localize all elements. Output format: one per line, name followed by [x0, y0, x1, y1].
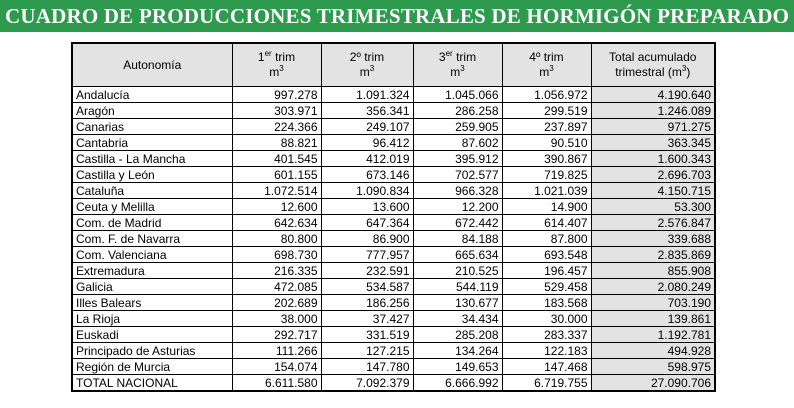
table-row: [72, 247, 715, 263]
cell-q2: 356.341: [321, 103, 413, 119]
table-row: [72, 215, 715, 231]
cell-total: 339.688: [591, 231, 715, 247]
cell-total: 1.246.089: [591, 103, 715, 119]
cell-region: La Rioja: [72, 311, 232, 327]
cell-region: Castilla - La Mancha: [72, 151, 232, 167]
cell-q2: 232.591: [321, 263, 413, 279]
cell-q1: 202.689: [232, 295, 321, 311]
cell-q1: 698.730: [232, 247, 321, 263]
table-row: [72, 135, 715, 151]
table-row: [72, 359, 715, 375]
cell-region: TOTAL NACIONAL: [72, 375, 232, 392]
header-q4-label: 4º trim: [529, 50, 564, 64]
header-q3-sup: er: [445, 49, 453, 58]
cell-q3: 544.119: [413, 279, 502, 295]
cell-q2: 147.780: [321, 359, 413, 375]
header-total-unit-sup: 3: [681, 64, 687, 73]
cell-region: Cataluña: [72, 183, 232, 199]
header-total: [591, 43, 715, 87]
cell-q2: 777.957: [321, 247, 413, 263]
cell-total: 494.928: [591, 343, 715, 359]
header-q1-num: 1: [257, 50, 265, 64]
cell-region: Euskadi: [72, 327, 232, 343]
header-q1-word: trim: [271, 50, 296, 64]
table-row: [72, 103, 715, 119]
header-q1-sup: er: [264, 49, 272, 58]
cell-q1: 12.600: [232, 199, 321, 215]
cell-q1: 111.266: [232, 343, 321, 359]
cell-region: Extremadura: [72, 263, 232, 279]
cell-total: 598.975: [591, 359, 715, 375]
cell-q1: 401.545: [232, 151, 321, 167]
cell-q2: 186.256: [321, 295, 413, 311]
cell-q4: 14.900: [502, 199, 591, 215]
cell-q3: 665.634: [413, 247, 502, 263]
table-row: [72, 311, 715, 327]
header-total-line2: trimestral (m: [615, 65, 682, 79]
cell-q2: 1.090.834: [321, 183, 413, 199]
cell-total: 2.835.869: [591, 247, 715, 263]
cell-total: 27.090.706: [591, 375, 715, 392]
header-total-close: ): [686, 65, 691, 79]
cell-q1: 216.335: [232, 263, 321, 279]
cell-q2: 412.019: [321, 151, 413, 167]
cell-q3: 1.045.066: [413, 87, 502, 103]
cell-q1: 1.072.514: [232, 183, 321, 199]
header-q3-unit: m: [450, 65, 461, 79]
cell-q2: 7.092.379: [321, 375, 413, 392]
cell-total: 53.300: [591, 199, 715, 215]
cell-q4: 147.468: [502, 359, 591, 375]
cell-region: Canarias: [72, 119, 232, 135]
header-total-line1: Total acumulado: [609, 50, 697, 64]
cell-region: Ceuta y Melilla: [72, 199, 232, 215]
cell-q1: 472.085: [232, 279, 321, 295]
cell-q1: 224.366: [232, 119, 321, 135]
table-row: [72, 183, 715, 199]
cell-q1: 154.074: [232, 359, 321, 375]
header-row: [72, 43, 715, 87]
cell-q1: 80.800: [232, 231, 321, 247]
cell-q3: 149.653: [413, 359, 502, 375]
header-region-label: Autonomía: [123, 57, 182, 72]
cell-region: Com. F. de Navarra: [72, 231, 232, 247]
table-row: [72, 279, 715, 295]
cell-total: 139.861: [591, 311, 715, 327]
cell-q2: 127.215: [321, 343, 413, 359]
cell-q2: 673.146: [321, 167, 413, 183]
cell-q4: 693.548: [502, 247, 591, 263]
cell-q2: 1.091.324: [321, 87, 413, 103]
cell-q4: 283.337: [502, 327, 591, 343]
table-row: [72, 263, 715, 279]
cell-q2: 331.519: [321, 327, 413, 343]
header-q3-num: 3: [438, 50, 446, 64]
cell-q3: 286.258: [413, 103, 502, 119]
cell-q1: 292.717: [232, 327, 321, 343]
cell-region: Andalucía: [72, 87, 232, 103]
cell-q1: 642.634: [232, 215, 321, 231]
cell-q3: 6.666.992: [413, 375, 502, 392]
cell-total: 2.576.847: [591, 215, 715, 231]
cell-q4: 6.719.755: [502, 375, 591, 392]
cell-q3: 130.677: [413, 295, 502, 311]
cell-total: 2.080.249: [591, 279, 715, 295]
cell-q4: 237.897: [502, 119, 591, 135]
cell-q1: 6.611.580: [232, 375, 321, 392]
header-q2-label: 2º trim: [349, 50, 385, 64]
cell-q3: 87.602: [413, 135, 502, 151]
cell-q4: 614.407: [502, 215, 591, 231]
table-row: [72, 343, 715, 359]
cell-q4: 1.056.972: [502, 87, 591, 103]
cell-q4: 529.458: [502, 279, 591, 295]
cell-q2: 86.900: [321, 231, 413, 247]
header-q3-unit-sup: 3: [460, 64, 465, 73]
cell-q1: 601.155: [232, 167, 321, 183]
header-q4-unit: m: [539, 65, 550, 79]
cell-q3: 12.200: [413, 199, 502, 215]
header-q2-unit-sup: 3: [369, 64, 375, 73]
total-nacional-row: [72, 375, 715, 392]
cell-q4: 90.510: [502, 135, 591, 151]
table-row: [72, 119, 715, 135]
cell-total: 703.190: [591, 295, 715, 311]
cell-q4: 719.825: [502, 167, 591, 183]
table-title: CUADRO DE PRODUCCIONES TRIMESTRALES DE HORMIGÓN PREPARADO: [0, 0, 794, 32]
cell-q2: 647.364: [321, 215, 413, 231]
cell-q2: 13.600: [321, 199, 413, 215]
cell-q4: 30.000: [502, 311, 591, 327]
cell-q3: 702.577: [413, 167, 502, 183]
header-q1: [232, 43, 321, 87]
header-q4: [502, 43, 591, 87]
cell-q3: 395.912: [413, 151, 502, 167]
cell-q4: 299.519: [502, 103, 591, 119]
cell-q4: 183.568: [502, 295, 591, 311]
header-q2-unit: m: [359, 65, 370, 79]
cell-total: 4.190.640: [591, 87, 715, 103]
cell-total: 971.275: [591, 119, 715, 135]
cell-region: Com. Valenciana: [72, 247, 232, 263]
header-q3-word: trim: [452, 50, 477, 64]
cell-q3: 210.525: [413, 263, 502, 279]
cell-total: 2.696.703: [591, 167, 715, 183]
cell-q3: 84.188: [413, 231, 502, 247]
production-table: [71, 42, 716, 392]
table-row: [72, 295, 715, 311]
cell-region: Cantabria: [72, 135, 232, 151]
header-q1-unit-sup: 3: [279, 64, 284, 73]
cell-total: 4.150.715: [591, 183, 715, 199]
cell-q2: 534.587: [321, 279, 413, 295]
cell-region: Región de Murcia: [72, 359, 232, 375]
cell-q3: 285.208: [413, 327, 502, 343]
cell-region: Castilla y León: [72, 167, 232, 183]
table-row: [72, 87, 715, 103]
table-row: [72, 151, 715, 167]
cell-q1: 303.971: [232, 103, 321, 119]
cell-q4: 390.867: [502, 151, 591, 167]
table-row: [72, 327, 715, 343]
cell-q4: 1.021.039: [502, 183, 591, 199]
table-row: [72, 231, 715, 247]
cell-q1: 88.821: [232, 135, 321, 151]
cell-region: Com. de Madrid: [72, 215, 232, 231]
header-q2: [321, 43, 413, 87]
table-row: [72, 199, 715, 215]
table-body: [72, 87, 715, 392]
cell-total: 855.908: [591, 263, 715, 279]
header-region: [72, 43, 232, 87]
cell-q3: 134.264: [413, 343, 502, 359]
cell-region: Principado de Asturias: [72, 343, 232, 359]
cell-q3: 966.328: [413, 183, 502, 199]
cell-q2: 37.427: [321, 311, 413, 327]
cell-q4: 122.183: [502, 343, 591, 359]
header-q1-unit: m: [269, 65, 280, 79]
cell-q2: 249.107: [321, 119, 413, 135]
cell-region: Galicia: [72, 279, 232, 295]
cell-region: Illes Balears: [72, 295, 232, 311]
cell-total: 1.600.343: [591, 151, 715, 167]
cell-region: Aragón: [72, 103, 232, 119]
cell-total: 1.192.781: [591, 327, 715, 343]
cell-q3: 259.905: [413, 119, 502, 135]
cell-q3: 34.434: [413, 311, 502, 327]
cell-q2: 96.412: [321, 135, 413, 151]
cell-total: 363.345: [591, 135, 715, 151]
cell-q3: 672.442: [413, 215, 502, 231]
cell-q1: 38.000: [232, 311, 321, 327]
table-row: [72, 167, 715, 183]
header-q4-unit-sup: 3: [549, 64, 554, 73]
cell-q4: 196.457: [502, 263, 591, 279]
header-q3: [413, 43, 502, 87]
cell-q1: 997.278: [232, 87, 321, 103]
cell-q4: 87.800: [502, 231, 591, 247]
